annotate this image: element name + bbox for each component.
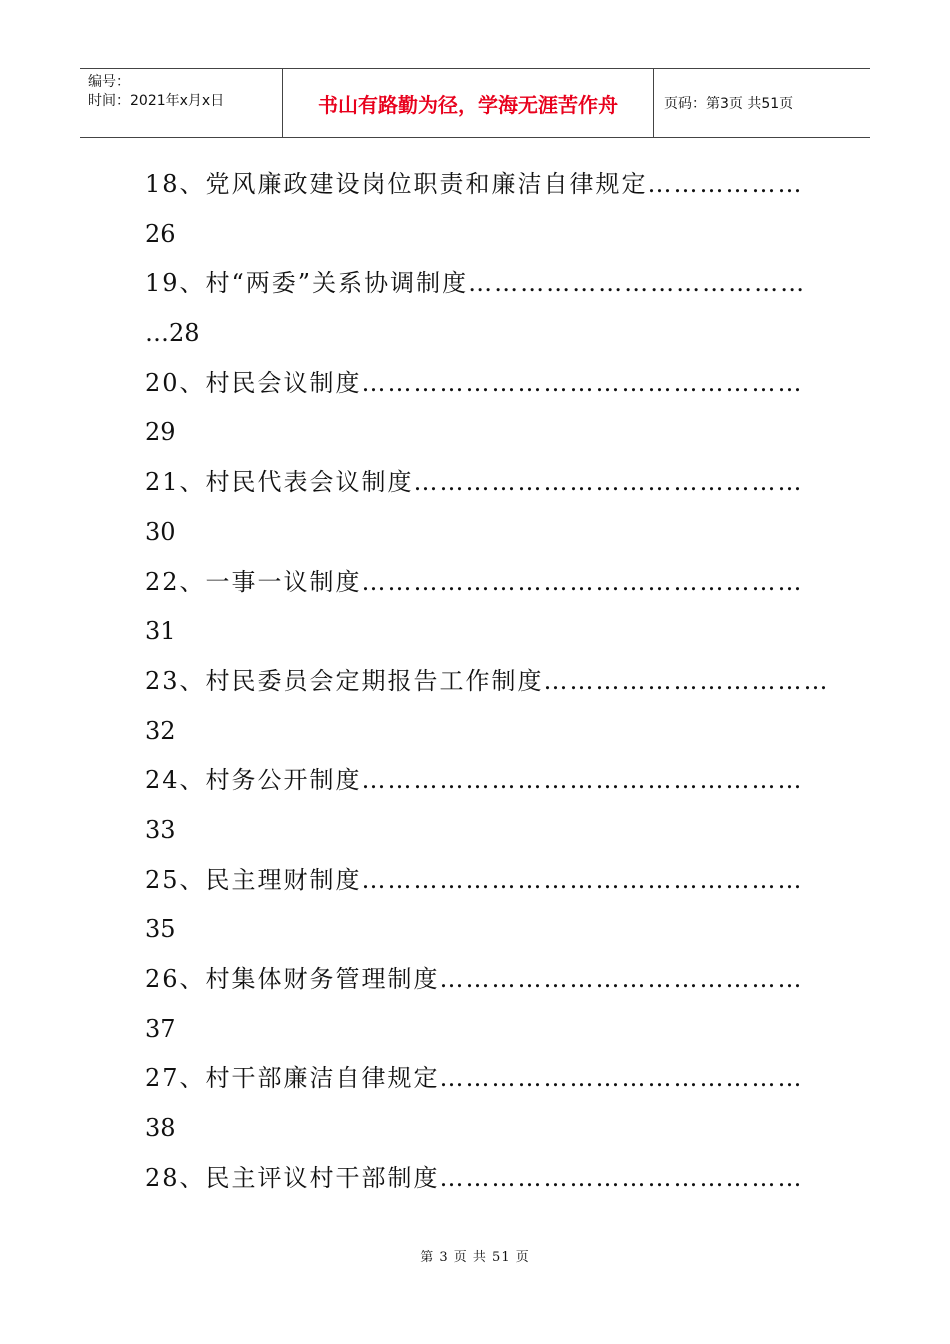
toc-entry-title: 22、一事一议制度…………………………………………… [145,567,804,596]
toc-entry-page: 29 [145,418,176,447]
toc-entry-title: 28、民主评议村干部制度…………………………………… [145,1163,804,1192]
toc-entry [145,359,805,458]
header-page-info: 页码：第3页 共51页 [664,96,794,112]
page-header [80,68,870,138]
toc-entry [145,458,805,557]
toc-entry-page: 38 [145,1114,176,1143]
toc-entry-title: 24、村务公开制度…………………………………………… [145,766,804,795]
toc-entry [145,1054,805,1153]
toc-entry-title: 27、村干部廉洁自律规定…………………………………… [145,1064,804,1093]
toc-entry-page: 32 [145,716,176,745]
toc-entry-page: 26 [145,219,176,248]
toc-entry-title: 21、村民代表会议制度……………………………………… [145,468,804,497]
table-of-contents [145,160,830,1203]
toc-entry-page: 37 [145,1014,176,1043]
toc-entry-page: 30 [145,517,176,546]
toc-entry [145,657,830,756]
toc-entry-title: 23、村民委员会定期报告工作制度…………………………… [145,666,830,695]
toc-entry-page: 35 [145,915,176,944]
number-label: 编号： [88,74,130,90]
header-motto: 书山有路勤为径，学海无涯苦作舟 [282,69,654,137]
toc-entry-page: …28 [145,319,200,348]
header-meta [80,69,282,137]
toc-entry-title: 25、民主理财制度…………………………………………… [145,865,804,894]
toc-entry [145,259,805,358]
time-label: 时间：2021年x月x日 [88,93,225,109]
toc-entry-page: 31 [145,617,176,646]
toc-entry [145,756,805,855]
toc-entry [145,160,805,259]
toc-entry [145,955,805,1054]
toc-entry-title: 18、党风廉政建设岗位职责和廉洁自律规定……………… [145,170,804,198]
toc-entry [145,558,805,657]
toc-entry-title: 20、村民会议制度…………………………………………… [145,368,804,397]
toc-entry-title: 26、村集体财务管理制度…………………………………… [145,965,804,993]
toc-entry [145,1154,805,1204]
toc-entry-title: 19、村“两委”关系协调制度………………………………… [145,269,807,298]
page-footer: 第 3 页 共 51 页 [420,1250,530,1265]
toc-entry-page: 33 [145,815,176,844]
toc-entry [145,856,805,955]
